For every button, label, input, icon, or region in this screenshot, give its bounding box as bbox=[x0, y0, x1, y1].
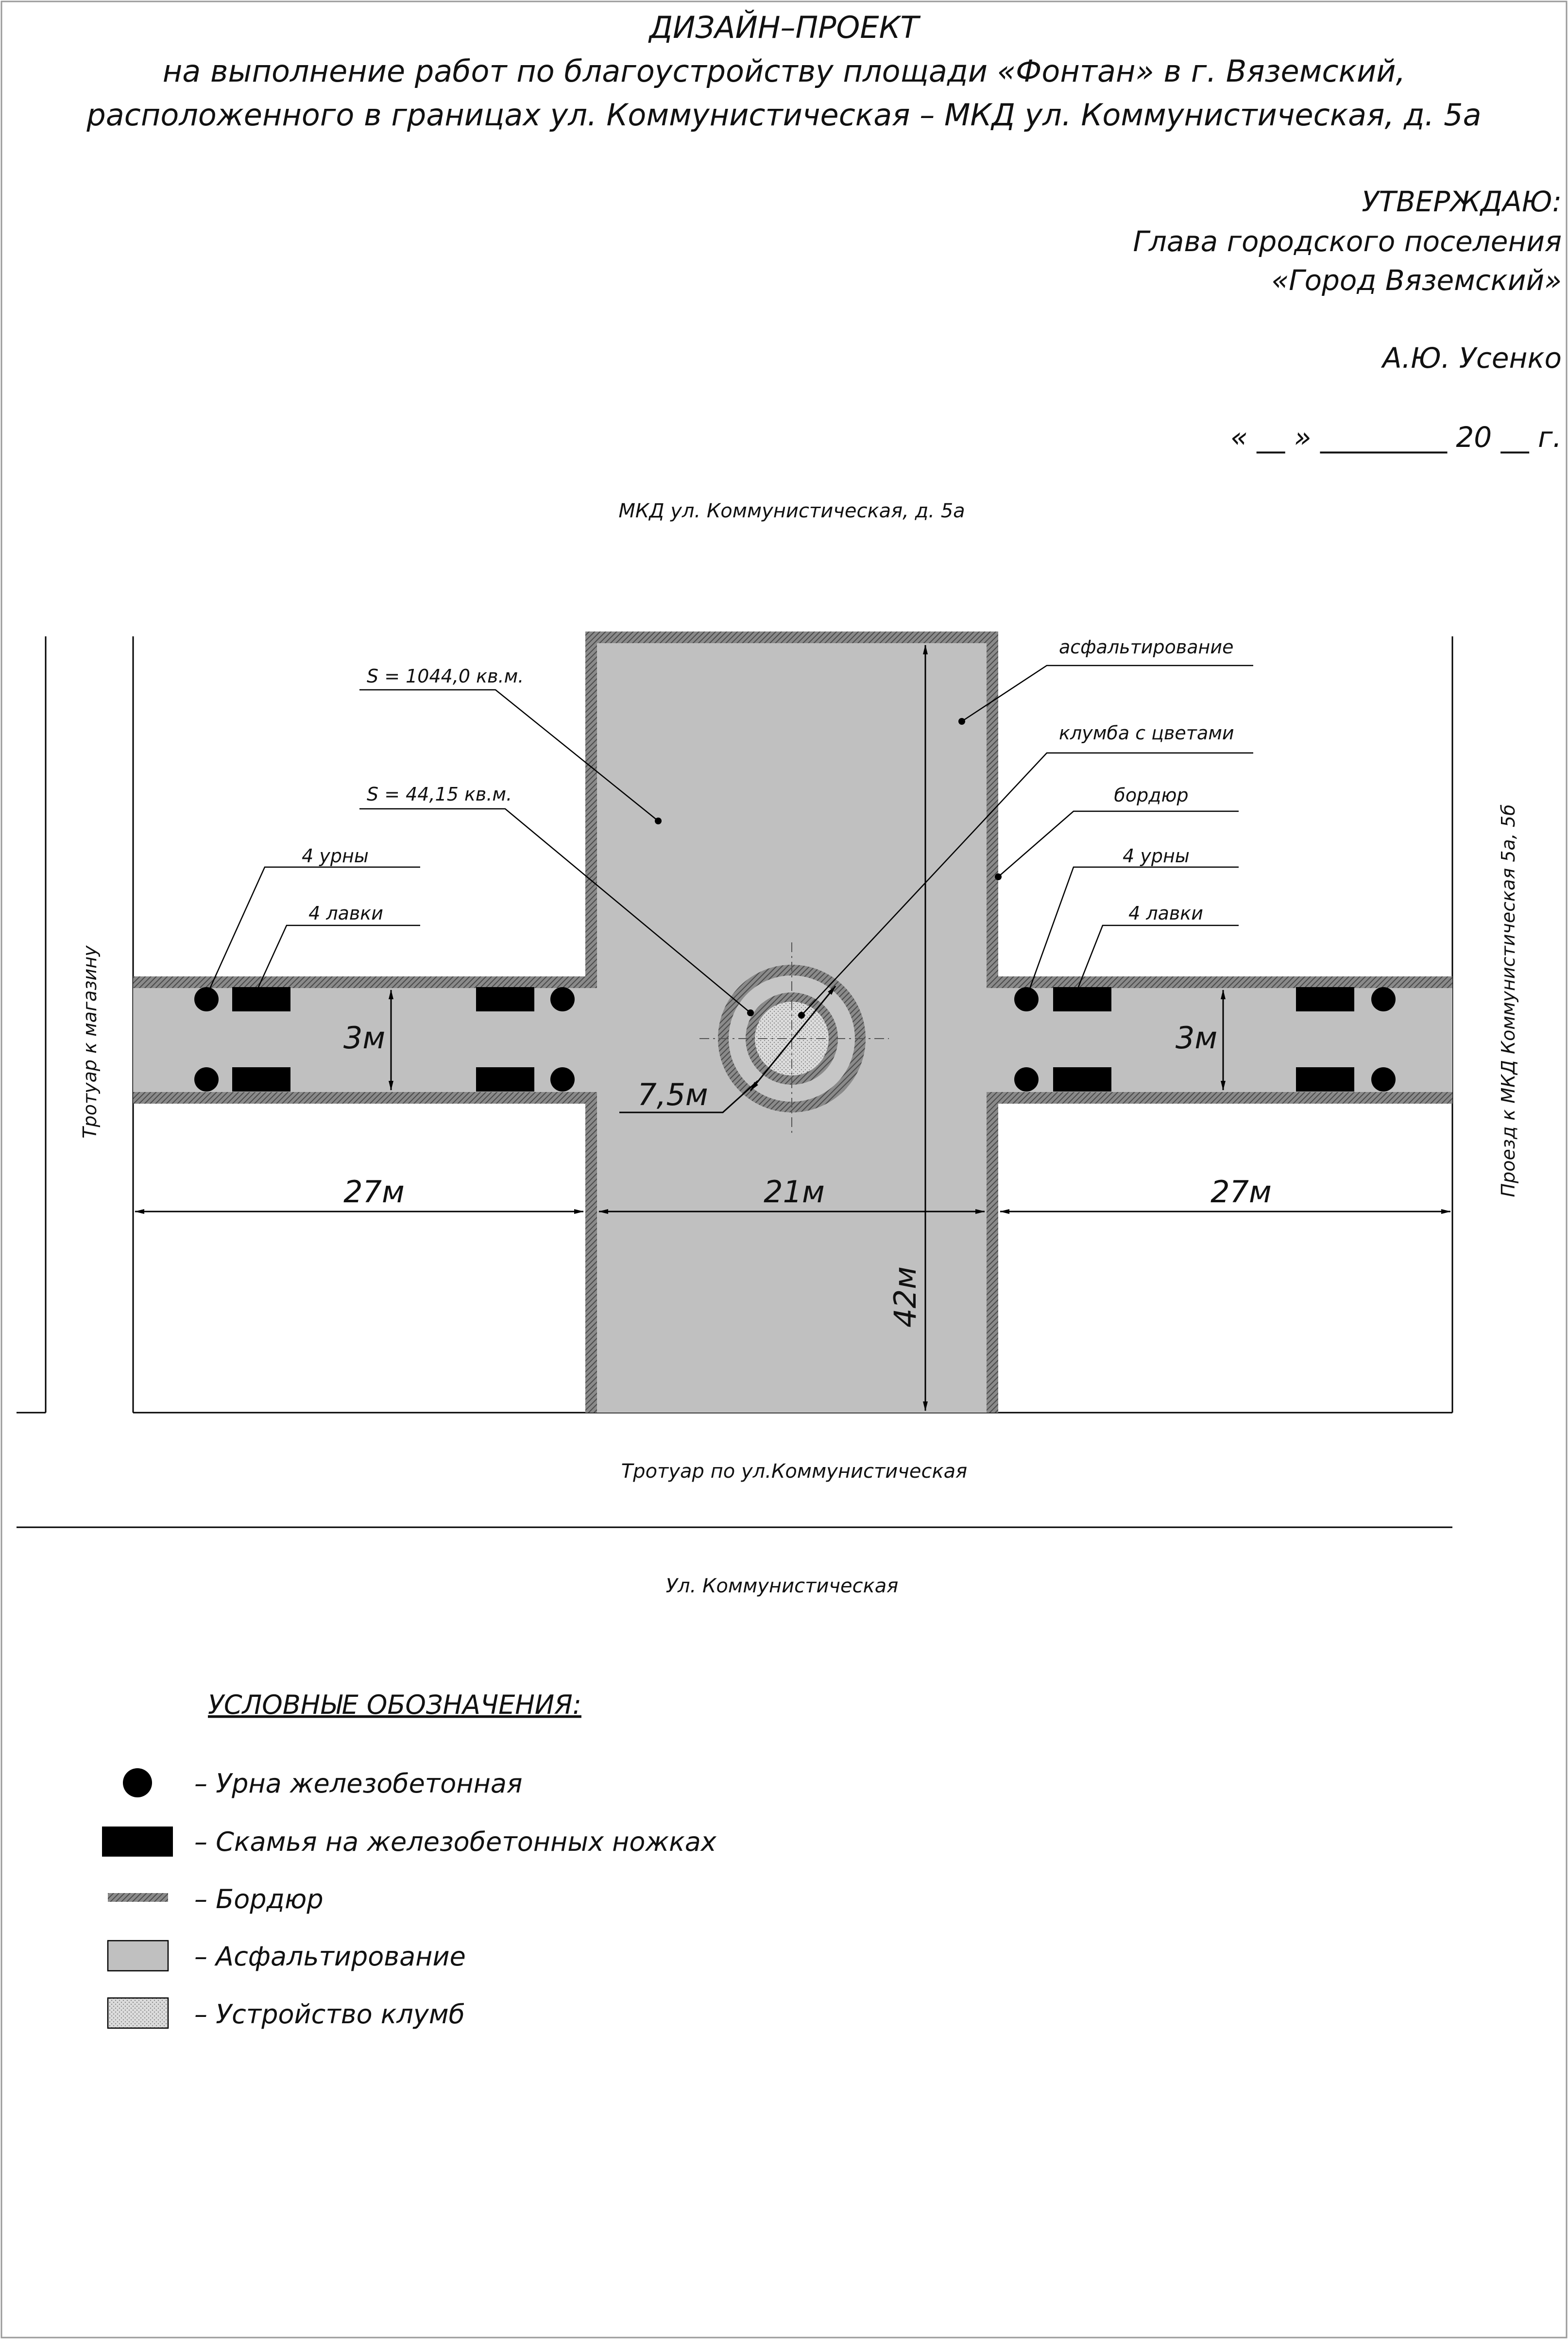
leader-asphalt bbox=[962, 666, 1253, 721]
label-street: Ул. Коммунистическая bbox=[665, 1575, 899, 1597]
callout-area-bed: S = 44,15 кв.м. bbox=[367, 784, 512, 805]
legend-label-bench: – Скамья на железобетонных ножках bbox=[194, 1827, 716, 1857]
dim-width-right: 3м bbox=[1175, 1020, 1218, 1056]
callout-area-total: S = 1044,0 кв.м. bbox=[367, 666, 524, 687]
approval-date: « __ » _________ 20 __ г. bbox=[1230, 421, 1562, 454]
approval-position-1: Глава городского поселения bbox=[1133, 225, 1562, 258]
callout-benches-right: 4 лавки bbox=[1128, 903, 1203, 924]
callout-asphalt: асфальтирование bbox=[1059, 636, 1234, 658]
bench-icon bbox=[232, 987, 290, 1011]
label-right-driveway: Проезд к МКД Коммунистическая 5а, 5б bbox=[1498, 804, 1519, 1197]
legend-label-flowerbed: – Устройство клумб bbox=[194, 1999, 465, 2030]
bench-icon bbox=[476, 1067, 534, 1092]
legend-urn-icon bbox=[123, 1768, 152, 1797]
dim-length-left: 27м bbox=[343, 1174, 405, 1210]
legend-label-urn: – Урна железобетонная bbox=[194, 1768, 523, 1799]
callout-urns-right: 4 урны bbox=[1123, 845, 1190, 867]
approval-name: А.Ю. Усенко bbox=[1382, 341, 1562, 375]
urn-icon bbox=[194, 1067, 219, 1092]
urn-icon bbox=[1371, 1067, 1396, 1092]
label-top-building: МКД ул. Коммунистическая, д. 5а bbox=[618, 500, 965, 522]
legend bbox=[102, 1690, 717, 2030]
legend-label-asphalt: – Асфальтирование bbox=[194, 1941, 466, 1972]
approval-position-2: «Город Вяземский» bbox=[1271, 264, 1562, 297]
title-line-2: на выполнение работ по благоустройству площади «Фонтан» в г. Вяземский, bbox=[162, 53, 1406, 89]
urn-icon bbox=[1014, 1067, 1039, 1092]
callout-benches-left: 4 лавки bbox=[308, 903, 383, 924]
label-bottom-sidewalk: Тротуар по ул.Коммунистическая bbox=[621, 1460, 968, 1483]
legend-border-icon bbox=[108, 1893, 168, 1902]
urn-icon bbox=[194, 987, 219, 1011]
bench-icon bbox=[1296, 987, 1354, 1011]
callout-flowerbed: клумба с цветами bbox=[1059, 722, 1234, 744]
dim-diameter: 7,5м bbox=[637, 1077, 708, 1112]
title-line-3: расположенного в границах ул. Коммунистическая – МКД ул. Коммунистическая, д. 5а bbox=[86, 97, 1482, 133]
callout-urns-left: 4 урны bbox=[302, 845, 369, 867]
callout-border: бордюр bbox=[1114, 785, 1189, 806]
urn-icon bbox=[550, 987, 575, 1011]
bench-icon bbox=[1296, 1067, 1354, 1092]
dim-height-center: 42м bbox=[887, 1266, 923, 1328]
approval-approve: УТВЕРЖДАЮ: bbox=[1362, 185, 1562, 218]
legend-flowerbed-icon bbox=[108, 1998, 168, 2028]
dim-length-center: 21м bbox=[764, 1174, 825, 1210]
urn-icon bbox=[1014, 987, 1039, 1011]
bench-icon bbox=[1053, 1067, 1111, 1092]
label-left-sidewalk: Тротуар к магазину bbox=[79, 945, 101, 1139]
dim-width-left: 3м bbox=[343, 1020, 386, 1056]
urn-icon bbox=[550, 1067, 575, 1092]
leader-urns-left bbox=[210, 867, 420, 989]
bench-icon bbox=[476, 987, 534, 1011]
legend-heading: УСЛОВНЫЕ ОБОЗНАЧЕНИЯ: bbox=[208, 1690, 581, 1720]
urn-icon bbox=[1371, 987, 1396, 1011]
bench-icon bbox=[1053, 987, 1111, 1011]
legend-label-border: – Бордюр bbox=[194, 1884, 324, 1914]
leader-urns-right bbox=[1030, 867, 1239, 989]
legend-asphalt-icon bbox=[108, 1941, 168, 1971]
legend-bench-icon bbox=[102, 1827, 173, 1857]
dim-length-right: 27м bbox=[1210, 1174, 1272, 1210]
title-line-1: ДИЗАЙН–ПРОЕКТ bbox=[649, 10, 919, 45]
bench-icon bbox=[232, 1067, 290, 1092]
